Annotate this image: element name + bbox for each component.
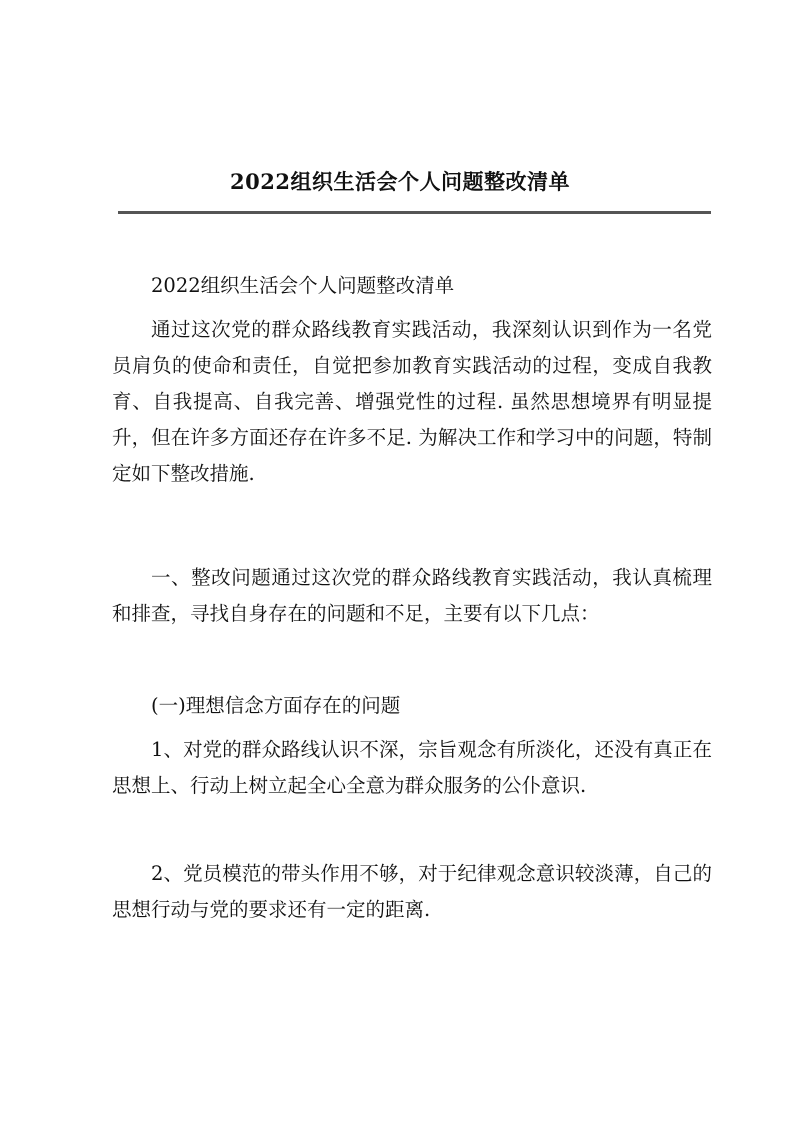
intro-paragraph: 通过这次党的群众路线教育实践活动，我深刻认识到作为一名党员肩负的使命和责任，自觉把参加教育实践活动的过程，变成自我教育、自我提高、自我完善、增强党性的过程. 虽然思想境界有明显提升，但在许多方面还存在许多不足. 为解决工作和学习中的问题，特制定如下整改措施. xyxy=(112,318,712,485)
list-item-2: 2、党员模范的带头作用不够，对于纪律观念意识较淡薄，自己的思想行动与党的要求还有一定的距离. xyxy=(112,862,712,921)
document-title: 2022组织生活会个人问题整改清单 xyxy=(230,169,570,194)
section-one-paragraph: 一、整改问题通过这次党的群众路线教育实践活动，我认真梳理和排查，寻找自身存在的问题和不足，主要有以下几点： xyxy=(112,566,712,625)
list-item-1: 1、对党的群众路线认识不深，宗旨观念有所淡化，还没有真正在思想上、行动上树立起全心全意为群众服务的公仆意识. xyxy=(112,738,712,797)
document-subtitle: 2022组织生活会个人问题整改清单 xyxy=(151,274,455,297)
subsection-heading: (一)理想信念方面存在的问题 xyxy=(151,694,401,717)
title-divider xyxy=(118,211,711,214)
